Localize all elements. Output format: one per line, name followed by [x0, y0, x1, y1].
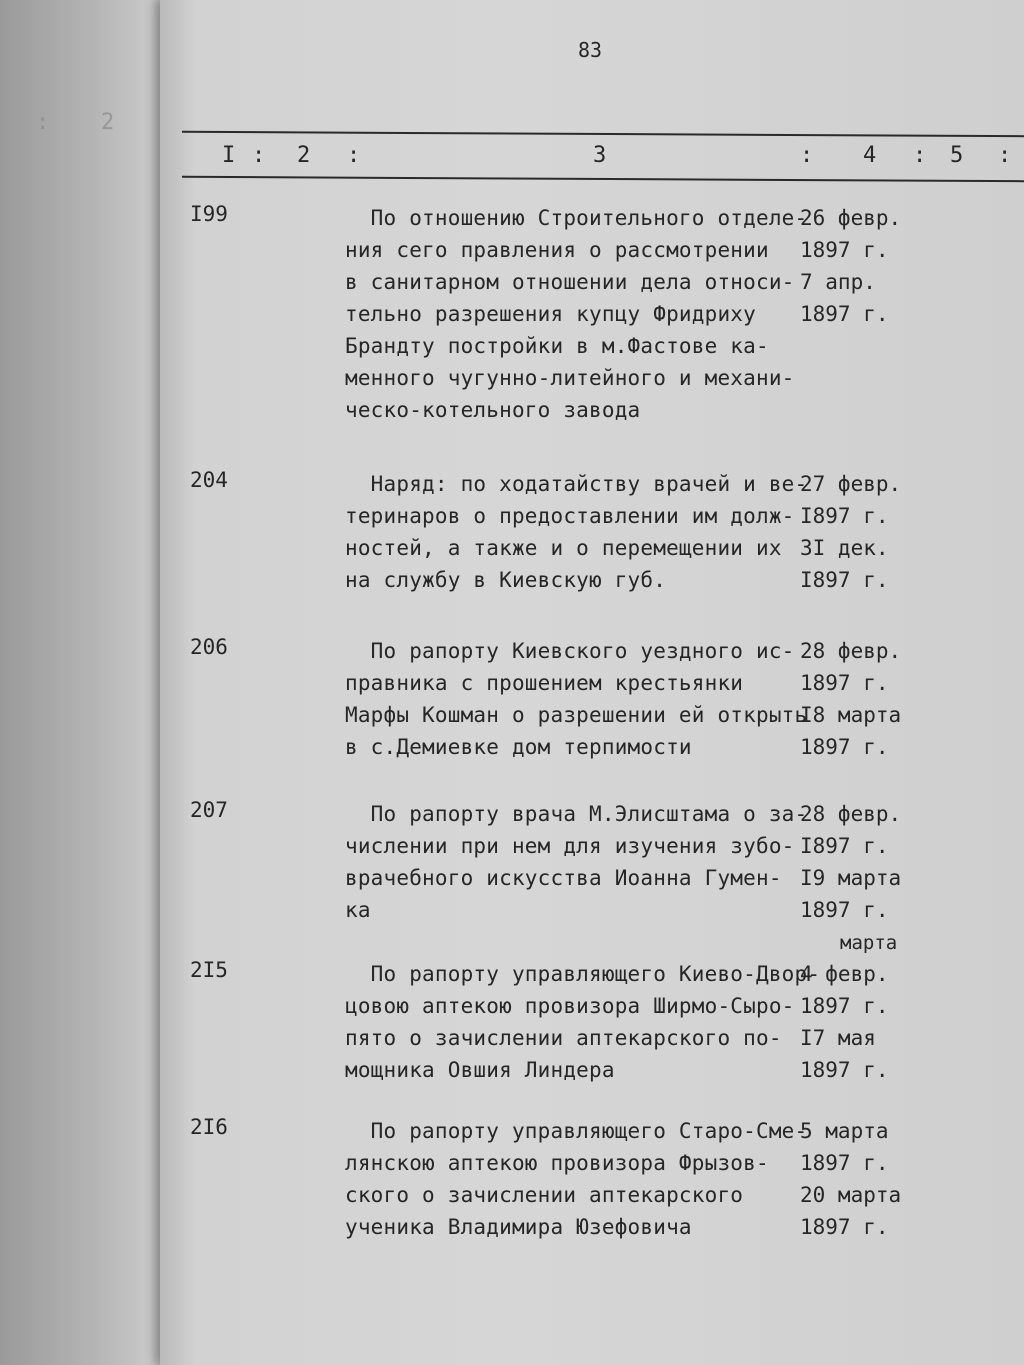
handwritten-correction: марта: [840, 932, 898, 954]
entry-number: 204: [190, 468, 228, 492]
column-separator: :: [913, 143, 929, 168]
entry-dates: 28 февр. 1897 г. I8 марта 1897 г.: [800, 639, 902, 759]
document-page: [160, 0, 1024, 1365]
column-header-1: I: [222, 143, 238, 168]
table-header-top-rule: [182, 131, 1024, 137]
entry-description: По рапорту управляющего Киево-Двор- цовою аптекою провизора Ширмо-Сыро- пято о зачислении аптекарского по- мощника Овшия Линдера: [345, 962, 821, 1082]
entry-number: I99: [190, 202, 228, 226]
facing-page-bleed-through: : 2: [36, 110, 115, 135]
column-header-3: 3: [593, 143, 609, 168]
entry-description: По рапорту управляющего Старо-Сме- лянскою аптекою провизора Фрызов- ского о зачислении аптекарского ученика Владимира Юзефовича: [345, 1119, 808, 1239]
column-separator: :: [252, 143, 268, 168]
entry-dates: 5 марта 1897 г. 20 марта 1897 г.: [800, 1119, 902, 1239]
entry-dates: 28 февр. I897 г. I9 марта 1897 г.: [800, 802, 902, 922]
entry-dates: 26 февр. 1897 г. 7 апр. 1897 г.: [800, 206, 902, 326]
entry-number: 206: [190, 635, 228, 659]
column-separator: :: [998, 143, 1014, 168]
entry-description: По рапорту врача М.Элисштама о за- числении при нем для изучения зубо- врачебного искусства Иоанна Гумен- ка: [345, 802, 808, 922]
entry-description: По рапорту Киевского уездного ис- правника с прошением крестьянки Марфы Кошман о разрешении ей открыть в с.Демиевке дом терпимости: [345, 639, 808, 759]
table-header-bottom-rule: [182, 176, 1024, 182]
entry-number: 2I6: [190, 1115, 228, 1139]
column-separator: :: [347, 143, 363, 168]
entry-description: По отношению Строительного отделе- ния сего правления о рассмотрении в санитарном отношении дела относи- тельно разрешения купцу Фридриху Брандту постройки в м.Фастове ка- менного чугунно-литейного и механи- ческо-котельного завода: [345, 206, 808, 422]
entry-number: 207: [190, 798, 228, 822]
column-header-5: 5: [950, 143, 966, 168]
page-number: 83: [578, 38, 603, 62]
column-header-2: 2: [297, 143, 313, 168]
entry-dates: 27 февр. I897 г. 3I дек. I897 г.: [800, 472, 902, 592]
entry-description: Наряд: по ходатайству врачей и ве- теринаров о предоставлении им долж- ностей, а также и о перемещении их на службу в Киевскую губ.: [345, 472, 808, 592]
entry-dates: 4 февр. 1897 г. I7 мая 1897 г.: [800, 962, 889, 1082]
column-separator: :: [800, 143, 816, 168]
entry-number: 2I5: [190, 958, 228, 982]
facing-page-edge: [0, 0, 168, 1365]
column-header-4: 4: [863, 143, 879, 168]
